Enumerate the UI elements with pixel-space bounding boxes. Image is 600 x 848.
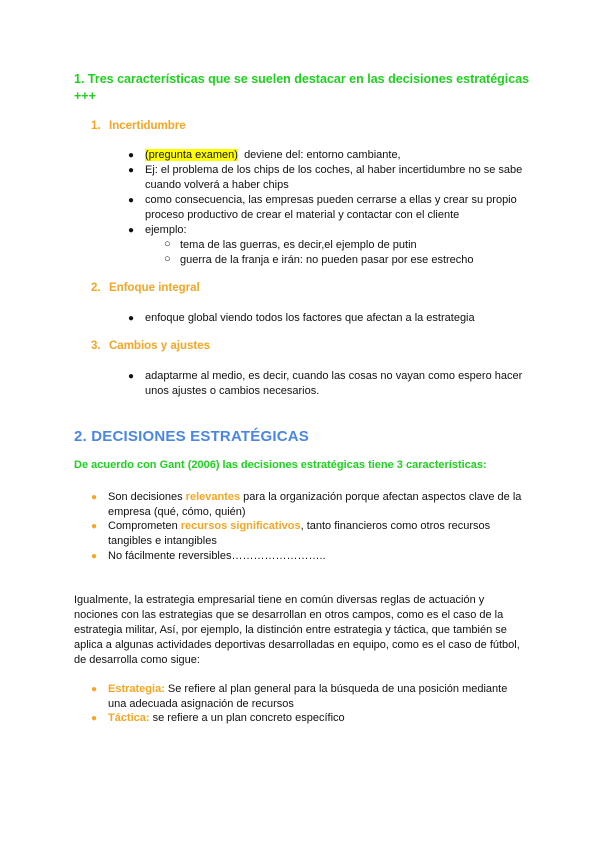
- paragraph-line-2: nociones con las estrategias que se desarrollan en otros campos, como es el caso de la: [74, 609, 504, 621]
- highlight-relevantes: relevantes: [185, 491, 241, 503]
- bullet-enfoque-1: enfoque global viendo todos los factores que afectan a la estrategia: [145, 312, 475, 324]
- bullet-incertidumbre-3b: proceso productivo de crear el material y contactar con el cliente: [145, 209, 460, 221]
- bullet-icon: ●: [128, 225, 135, 236]
- bullet-incertidumbre-1: [145, 148, 401, 163]
- item-2-number: 2.: [91, 282, 101, 294]
- paragraph-line-4: aplica a algunas actividades deportivas desarrolladas en equipo, como es el caso de fútbol,: [74, 639, 520, 651]
- bullet-incertidumbre-3a: como consecuencia, las empresas pueden cerrarse a ellas y crear su propio: [145, 194, 517, 206]
- bullet-cambios-1b: unos ajustes o cambios necesarios.: [145, 385, 320, 397]
- bullet-incertidumbre-4: ejemplo:: [145, 224, 187, 236]
- bullet-icon: ●: [91, 684, 98, 695]
- characteristic-2b: tangibles e intangibles: [108, 535, 217, 547]
- text: Comprometen: [108, 520, 181, 532]
- bullet-incertidumbre-2a: Ej: el problema de los chips de los coches, al haber incertidumbre no se sabe: [145, 164, 523, 176]
- tactica-label: Táctica:: [108, 712, 150, 724]
- tactica-definition: [108, 711, 345, 726]
- paragraph-line-3: estrategia militar, Así, por ejemplo, la distinción entre estrategia y táctica, que también se: [74, 624, 507, 636]
- estrategia-definition-b: una adecuada asignación de recursos: [108, 698, 294, 710]
- item-1-heading: Incertidumbre: [109, 120, 186, 132]
- circle-bullet-icon: ○: [164, 238, 171, 250]
- section1-title: 1. Tres características que se suelen destacar en las decisiones estratégicas: [74, 72, 530, 86]
- bullet-text: deviene del: entorno cambiante,: [237, 149, 401, 161]
- bullet-icon: ●: [91, 492, 98, 503]
- text: , tanto financieros como otros recursos: [300, 520, 491, 532]
- circle-bullet-icon: ○: [164, 253, 171, 265]
- highlight-recursos: recursos significativos: [180, 520, 301, 532]
- item-3-heading: Cambios y ajustes: [109, 340, 210, 352]
- bullet-icon: ●: [128, 150, 135, 161]
- paragraph-line-5: de desarrolla como sigue:: [74, 654, 200, 666]
- text: se refiere a un plan concreto específico: [149, 712, 345, 724]
- item-1-number: 1.: [91, 120, 101, 132]
- text: Se refiere al plan general para la búsqueda de una posición mediante: [164, 683, 508, 695]
- characteristic-2: [108, 519, 490, 534]
- item-3-number: 3.: [91, 340, 101, 352]
- bullet-incertidumbre-2b: cuando volverá a haber chips: [145, 179, 289, 191]
- section2-subtitle: De acuerdo con Gant (2006) las decisiones estratégicas tiene 3 características:: [74, 459, 487, 471]
- characteristic-3: No fácilmente reversibles……………………..: [108, 550, 326, 562]
- sub-bullet-2: guerra de la franja e irán: no pueden pasar por ese estrecho: [180, 254, 474, 266]
- section2-title: 2. DECISIONES ESTRATÉGICAS: [74, 428, 309, 445]
- bullet-icon: ●: [128, 371, 135, 382]
- estrategia-definition: [108, 682, 507, 697]
- characteristic-1b: empresa (qué, cómo, quién): [108, 506, 246, 518]
- bullet-icon: ●: [91, 551, 98, 562]
- bullet-icon: ●: [128, 313, 135, 324]
- bullet-icon: ●: [128, 195, 135, 206]
- estrategia-label: Estrategia:: [108, 683, 165, 695]
- bullet-icon: ●: [91, 713, 98, 724]
- bullet-icon: ●: [91, 521, 98, 532]
- text: para la organización porque afectan aspectos clave de la: [240, 491, 522, 503]
- text: Son decisiones: [108, 491, 186, 503]
- section1-title-marks: +++: [74, 89, 96, 103]
- paragraph-line-1: Igualmente, la estrategia empresarial tiene en común diversas reglas de actuación y: [74, 594, 485, 606]
- bullet-icon: ●: [128, 165, 135, 176]
- bullet-cambios-1a: adaptarme al medio, es decir, cuando las cosas no vayan como espero hacer: [145, 370, 523, 382]
- highlight-pregunta-examen: (pregunta examen): [145, 149, 238, 161]
- item-2-heading: Enfoque integral: [109, 282, 200, 294]
- sub-bullet-1: tema de las guerras, es decir,el ejemplo de putin: [180, 239, 417, 251]
- characteristic-1: [108, 490, 521, 505]
